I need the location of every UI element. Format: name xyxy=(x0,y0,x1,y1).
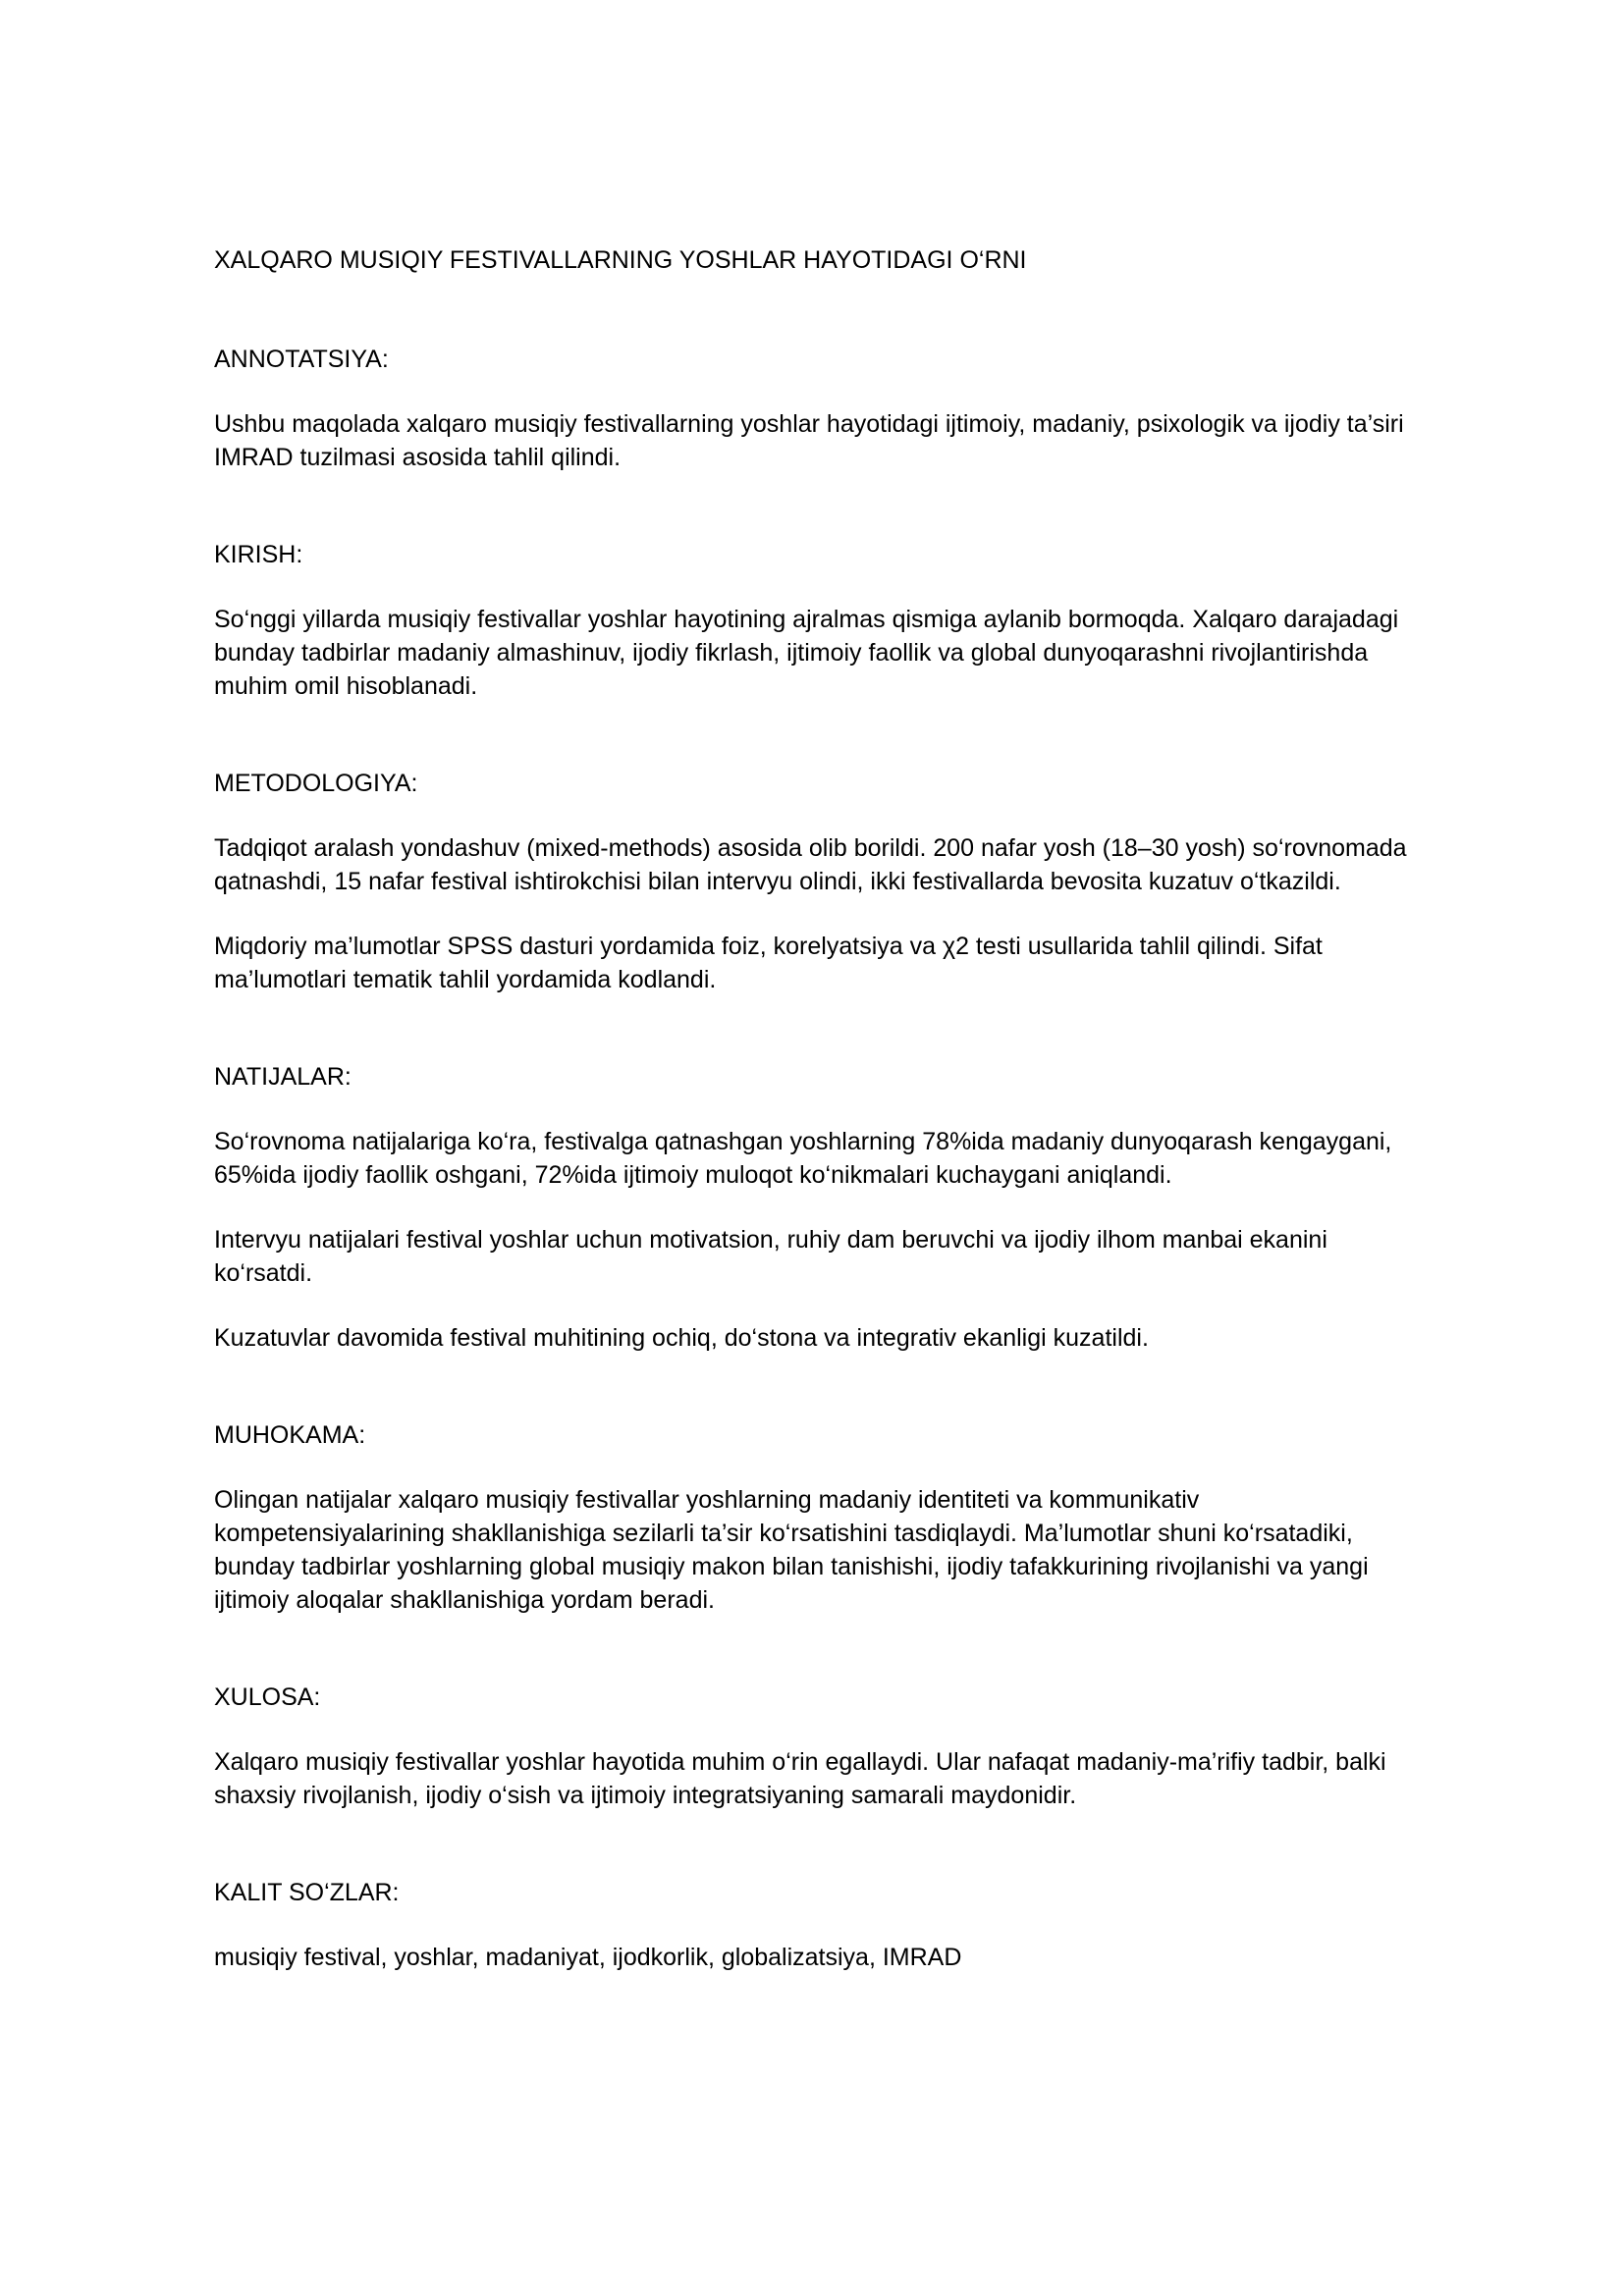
section-metodologiya xyxy=(214,767,1422,996)
section-paragraph: Kuzatuvlar davomida festival muhitining ochiq, do‘stona va integrativ ekanligi kuzatildi. xyxy=(214,1324,1149,1352)
section-heading: NATIJALAR: xyxy=(214,1063,352,1091)
section-xulosa xyxy=(214,1681,1422,1812)
section-muhokama xyxy=(214,1418,1422,1617)
section-heading: METODOLOGIYA: xyxy=(214,770,418,797)
section-heading: MUHOKAMA: xyxy=(214,1421,366,1449)
section-paragraph: Xalqaro musiqiy festivallar yoshlar hayotida muhim o‘rin egallaydi. Ular nafaqat madaniy-ma’rifiy tadbir, balki shaxsiy rivojlanish, ijodiy o‘sish va ijtimoiy integratsiyaning samarali maydonidir. xyxy=(214,1748,1386,1809)
section-heading: XULOSA: xyxy=(214,1683,321,1711)
section-natijalar xyxy=(214,1060,1422,1355)
section-paragraph: So‘nggi yillarda musiqiy festivallar yoshlar hayotining ajralmas qismiga aylanib bormoqda. Xalqaro darajadagi bunday tadbirlar madaniy almashinuv, ijodiy fikrlash, ijtimoiy faollik va global dunyoqarashni rivojlantirishda muhim omil hisoblanadi. xyxy=(214,606,1399,700)
section-kalit-sozlar xyxy=(214,1876,1422,1974)
section-heading: KIRISH: xyxy=(214,541,303,568)
section-paragraph: Olingan natijalar xalqaro musiqiy festivallar yoshlarning madaniy identiteti va kommunikativ kompetensiyalarining shakllanishiga sezilarli ta’sir ko‘rsatishini tasdiqlaydi. Ma’lumotlar shuni ko‘rsatadiki, bunday tadbirlar yoshlarning global musiqiy makon bilan tanishishi, ijodiy tafakkurining rivojlanishi va yangi ijtimoiy aloqalar shakllanishiga yordam beradi. xyxy=(214,1486,1369,1614)
document-title: XALQARO MUSIQIY FESTIVALLARNING YOSHLAR HAYOTIDAGI O‘RNI xyxy=(214,246,1027,274)
section-heading: ANNOTATSIYA: xyxy=(214,346,389,373)
section-paragraph: Tadqiqot aralash yondashuv (mixed-methods) asosida olib borildi. 200 nafar yosh (18–30 yosh) so‘rovnomada qatnashdi, 15 nafar festival ishtirokchisi bilan intervyu olindi, ikki festivallarda bevosita kuzatuv o‘tkazildi. xyxy=(214,834,1407,895)
section-paragraph: Ushbu maqolada xalqaro musiqiy festivallarning yoshlar hayotidagi ijtimoiy, madaniy, psixologik va ijodiy ta’siri IMRAD tuzilmasi asosida tahlil qilindi. xyxy=(214,410,1404,471)
section-paragraph: So‘rovnoma natijalariga ko‘ra, festivalga qatnashgan yoshlarning 78%ida madaniy dunyoqarash kengaygani, 65%ida ijodiy faollik oshgani, 72%ida ijtimoiy muloqot ko‘nikmalari kuchaygani aniqlandi. xyxy=(214,1128,1392,1189)
section-kirish xyxy=(214,538,1422,703)
section-heading: KALIT SO‘ZLAR: xyxy=(214,1879,400,1906)
section-paragraph: Miqdoriy ma’lumotlar SPSS dasturi yordamida foiz, korelyatsiya va χ2 testi usullarida tahlil qilindi. Sifat ma’lumotlari tematik tahlil yordamida kodlandi. xyxy=(214,933,1323,993)
section-annotatsiya xyxy=(214,343,1422,474)
section-paragraph: Intervyu natijalari festival yoshlar uchun motivatsion, ruhiy dam beruvchi va ijodiy ilhom manbai ekanini ko‘rsatdi. xyxy=(214,1226,1327,1287)
keywords-paragraph: musiqiy festival, yoshlar, madaniyat, ijodkorlik, globalizatsiya, IMRAD xyxy=(214,1944,962,1971)
document-page xyxy=(214,243,1422,2038)
